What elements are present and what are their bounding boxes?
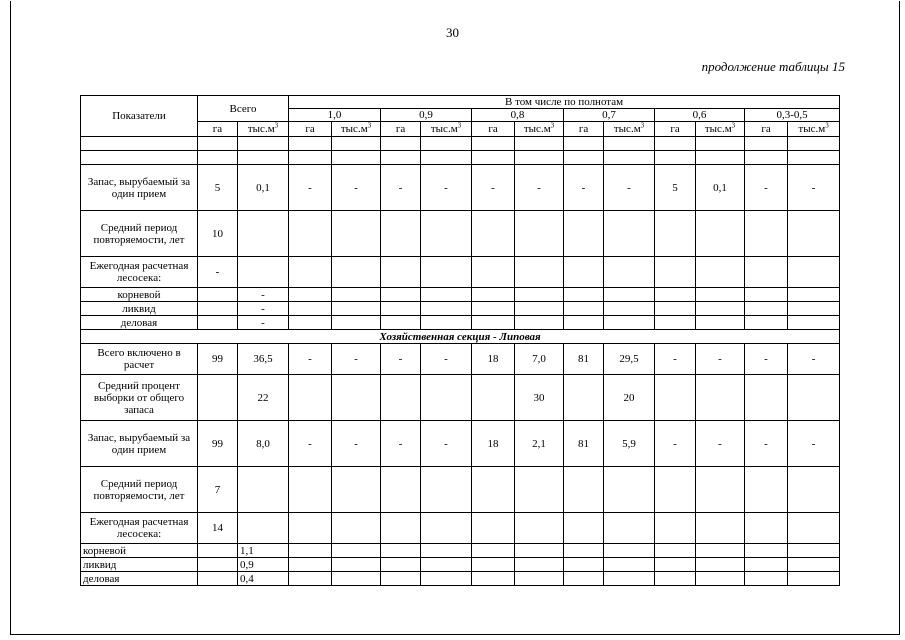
table-cell: 99: [198, 421, 238, 467]
header-density: 0,8: [472, 109, 564, 122]
table-cell: [289, 467, 332, 513]
table-cell: [655, 316, 696, 330]
header-unit-ha: га: [745, 122, 788, 137]
table-cell: [472, 558, 515, 572]
table-cell: 5: [198, 165, 238, 211]
table-cell: [564, 467, 604, 513]
table-cell: 20: [604, 375, 655, 421]
table-cell: [421, 572, 472, 586]
table-cell: [472, 316, 515, 330]
table-cell: [515, 544, 564, 558]
table-cell: [198, 572, 238, 586]
table-cell: [332, 467, 381, 513]
row-label: ликвид: [81, 302, 198, 316]
table-cell: -: [696, 421, 745, 467]
table-cell: [696, 302, 745, 316]
table-cell: [515, 558, 564, 572]
row-label: деловая: [81, 572, 198, 586]
section-row: [81, 330, 840, 344]
table-cell: [198, 544, 238, 558]
table-cell: [604, 572, 655, 586]
table-cell: -: [238, 288, 289, 302]
table-cell: [332, 558, 381, 572]
table-cell: [515, 513, 564, 544]
table-cell: [381, 572, 421, 586]
table-cell: [421, 257, 472, 288]
table-cell: 81: [564, 344, 604, 375]
table-cell: 0,9: [238, 558, 289, 572]
table-cell: -: [421, 344, 472, 375]
table-row: [81, 513, 840, 544]
table-cell: [472, 513, 515, 544]
table-cell: 1,1: [238, 544, 289, 558]
table-cell: [332, 288, 381, 302]
table-cell: [745, 211, 788, 257]
table-cell: [472, 544, 515, 558]
table-cell: [381, 375, 421, 421]
header-unit-ha: га: [381, 122, 421, 137]
table-cell: 30: [515, 375, 564, 421]
table-cell: [604, 467, 655, 513]
table-cell: [564, 288, 604, 302]
table-cell: [655, 257, 696, 288]
header-unit-thous-m3: $тыс.м^3$: [238, 122, 289, 137]
table-cell: [332, 572, 381, 586]
table-cell: 18: [472, 344, 515, 375]
table-cell: [788, 558, 840, 572]
header-unit-ha: га: [564, 122, 604, 137]
table-cell: [515, 302, 564, 316]
row-label: Средний период повторяемости, лет: [81, 211, 198, 257]
table-cell: [564, 211, 604, 257]
table-cell: [696, 558, 745, 572]
table-cell: [745, 302, 788, 316]
table-cell: [472, 572, 515, 586]
table-row: [81, 421, 840, 467]
table-cell: -: [472, 165, 515, 211]
table-cell: 8,0: [238, 421, 289, 467]
table-cell: 36,5: [238, 344, 289, 375]
table-cell: 0,1: [238, 165, 289, 211]
table-cell: [604, 558, 655, 572]
table-row: [81, 211, 840, 257]
table-cell: [332, 257, 381, 288]
table-cell: -: [198, 257, 238, 288]
table-cell: 0,4: [238, 572, 289, 586]
table-row: [81, 544, 840, 558]
row-label: деловая: [81, 316, 198, 330]
table-cell: [421, 316, 472, 330]
table-cell: [472, 211, 515, 257]
header-density: 0,3-0,5: [745, 109, 840, 122]
table-cell: [381, 211, 421, 257]
table-cell: [788, 288, 840, 302]
header-unit-ha: га: [289, 122, 332, 137]
table-cell: [515, 467, 564, 513]
table-cell: 7,0: [515, 344, 564, 375]
table-cell: [515, 288, 564, 302]
table-cell: -: [421, 421, 472, 467]
table-cell: [381, 467, 421, 513]
table-row: [81, 316, 840, 330]
table-cell: [745, 316, 788, 330]
table-cell: [696, 544, 745, 558]
table-cell: -: [745, 165, 788, 211]
row-label: корневой: [81, 544, 198, 558]
table-cell: [696, 211, 745, 257]
table-cell: [238, 513, 289, 544]
row-label: Ежегодная расчетная лесосека:: [81, 513, 198, 544]
table-cell: [515, 572, 564, 586]
table-cell: [564, 558, 604, 572]
table-cell: [564, 375, 604, 421]
table-cell: 0,1: [696, 165, 745, 211]
table-cell: [655, 558, 696, 572]
row-label: Запас, вырубаемый за один прием: [81, 165, 198, 211]
table-cell: 81: [564, 421, 604, 467]
table-cell: [381, 558, 421, 572]
table-cell: [421, 513, 472, 544]
table-cell: [289, 572, 332, 586]
table-cell: [238, 211, 289, 257]
header-unit-thous-m3: $тыс.м^3$: [421, 122, 472, 137]
header-indicators: Показатели: [81, 96, 198, 137]
table-cell: -: [564, 165, 604, 211]
header-unit-thous-m3: $тыс.м^3$: [696, 122, 745, 137]
table-cell: [745, 257, 788, 288]
table-row: [81, 467, 840, 513]
header-including: В том числе по полнотам: [289, 96, 840, 109]
table-cell: [515, 211, 564, 257]
table-cell: 5,9: [604, 421, 655, 467]
table-cell: [289, 375, 332, 421]
table-cell: -: [332, 344, 381, 375]
table-cell: [198, 375, 238, 421]
table-cell: -: [655, 421, 696, 467]
table-cell: -: [332, 421, 381, 467]
header-unit-thous-m3: $тыс.м^3$: [332, 122, 381, 137]
table-cell: -: [788, 165, 840, 211]
table-cell: [198, 302, 238, 316]
header-unit-thous-m3: $тыс.м^3$: [788, 122, 840, 137]
table-cell: 7: [198, 467, 238, 513]
table-cell: [381, 544, 421, 558]
table-cell: [421, 467, 472, 513]
header-density: 0,9: [381, 109, 472, 122]
table-cell: [289, 558, 332, 572]
header-unit-ha: га: [655, 122, 696, 137]
table-cell: -: [696, 344, 745, 375]
table-cell: [472, 467, 515, 513]
table-cell: [421, 288, 472, 302]
table-header: [81, 96, 840, 137]
row-label: Запас, вырубаемый за один прием: [81, 421, 198, 467]
table-cell: [289, 288, 332, 302]
table-cell: [788, 211, 840, 257]
table-cell: [289, 211, 332, 257]
section-title: Хозяйственная секция - Липовая: [81, 330, 840, 344]
table-cell: [332, 375, 381, 421]
table-cell: [289, 302, 332, 316]
table-cell: [515, 257, 564, 288]
table-row: [81, 165, 840, 211]
header-total: Всего: [198, 96, 289, 122]
table-cell: [745, 572, 788, 586]
table-row: [81, 288, 840, 302]
row-label: Ежегодная расчетная лесосека:: [81, 257, 198, 288]
table-cell: [421, 544, 472, 558]
table-cell: [745, 375, 788, 421]
table-cell: [564, 302, 604, 316]
table-cell: [564, 257, 604, 288]
table-cell: [745, 467, 788, 513]
table-cell: [198, 558, 238, 572]
table-cell: [604, 302, 655, 316]
table-cell: -: [381, 421, 421, 467]
table-cell: [472, 375, 515, 421]
table-cell: [788, 467, 840, 513]
data-table: [80, 95, 840, 586]
table-cell: 14: [198, 513, 238, 544]
table-cell: -: [745, 344, 788, 375]
page-number: 30: [446, 25, 459, 40]
table-cell: [655, 375, 696, 421]
table-cell: [332, 302, 381, 316]
table-body: [81, 137, 840, 586]
table-cell: [788, 257, 840, 288]
table-cell: [332, 544, 381, 558]
table-cell: 18: [472, 421, 515, 467]
row-label: ликвид: [81, 558, 198, 572]
row-label: Средний процент выборки от общего запаса: [81, 375, 198, 421]
table-cell: [421, 375, 472, 421]
table-cell: [745, 558, 788, 572]
table-cell: [696, 572, 745, 586]
table-cell: -: [381, 344, 421, 375]
table-cell: [238, 257, 289, 288]
table-cell: [655, 211, 696, 257]
table-cell: [788, 513, 840, 544]
table-cell: [381, 513, 421, 544]
table-cell: -: [788, 421, 840, 467]
table-cell: [655, 544, 696, 558]
table-cell: [289, 513, 332, 544]
table-cell: -: [332, 165, 381, 211]
table-cell: [655, 467, 696, 513]
header-density: 0,7: [564, 109, 655, 122]
table-cell: 2,1: [515, 421, 564, 467]
table-cell: [696, 513, 745, 544]
table-row: [81, 257, 840, 288]
table-cell: -: [289, 421, 332, 467]
row-label: Всего включено в расчет: [81, 344, 198, 375]
table-cell: [604, 316, 655, 330]
table-cell: -: [788, 344, 840, 375]
header-density: 0,6: [655, 109, 745, 122]
table-cell: 22: [238, 375, 289, 421]
header-unit-thous-m3: $тыс.м^3$: [515, 122, 564, 137]
table-cell: [604, 513, 655, 544]
table-cell: [604, 211, 655, 257]
table-row: [81, 375, 840, 421]
table-cell: [745, 544, 788, 558]
header-density: 1,0: [289, 109, 381, 122]
table-cell: [655, 302, 696, 316]
table-cell: 29,5: [604, 344, 655, 375]
table-cell: [472, 288, 515, 302]
table-cell: [289, 316, 332, 330]
table-cell: -: [238, 316, 289, 330]
table-cell: [604, 544, 655, 558]
table-cell: [696, 375, 745, 421]
table-cell: 99: [198, 344, 238, 375]
table-cell: [421, 558, 472, 572]
table-cell: [381, 302, 421, 316]
empty-row: [81, 151, 840, 165]
table-cell: [696, 288, 745, 302]
header-unit-ha: га: [472, 122, 515, 137]
table-cell: [745, 513, 788, 544]
table-cell: -: [289, 165, 332, 211]
table-cell: [696, 257, 745, 288]
table-caption: продолжение таблицы 15: [701, 59, 845, 74]
table-cell: [289, 544, 332, 558]
table-cell: -: [238, 302, 289, 316]
table-row: [81, 572, 840, 586]
table-row: [81, 302, 840, 316]
table-cell: [604, 288, 655, 302]
row-label: Средний период повторяемости, лет: [81, 467, 198, 513]
table-cell: -: [421, 165, 472, 211]
table-cell: [788, 302, 840, 316]
table-cell: -: [604, 165, 655, 211]
table-cell: 10: [198, 211, 238, 257]
table-cell: -: [745, 421, 788, 467]
table-cell: [421, 302, 472, 316]
table-cell: -: [655, 344, 696, 375]
table-cell: [655, 572, 696, 586]
table-cell: [472, 257, 515, 288]
table-cell: [421, 211, 472, 257]
table-cell: -: [289, 344, 332, 375]
table-cell: [238, 467, 289, 513]
table-cell: [332, 316, 381, 330]
table-cell: [332, 211, 381, 257]
table-cell: [696, 467, 745, 513]
table-cell: [788, 375, 840, 421]
table-row: [81, 558, 840, 572]
table-cell: [381, 288, 421, 302]
table-cell: [604, 257, 655, 288]
table-cell: [198, 288, 238, 302]
table-cell: [655, 288, 696, 302]
table-cell: 5: [655, 165, 696, 211]
table-cell: [198, 316, 238, 330]
header-unit-thous-m3: $тыс.м^3$: [604, 122, 655, 137]
table-row: [81, 344, 840, 375]
row-label: корневой: [81, 288, 198, 302]
table-cell: [564, 316, 604, 330]
table-cell: [745, 288, 788, 302]
header-unit-ha: га: [198, 122, 238, 137]
table-cell: [655, 513, 696, 544]
table-cell: [564, 513, 604, 544]
table-cell: [381, 316, 421, 330]
table-cell: [696, 316, 745, 330]
table-cell: [515, 316, 564, 330]
table-cell: [564, 544, 604, 558]
table-cell: -: [381, 165, 421, 211]
table-cell: [381, 257, 421, 288]
table-cell: [564, 572, 604, 586]
table-cell: [289, 257, 332, 288]
table-cell: [472, 302, 515, 316]
empty-row: [81, 137, 840, 151]
table-cell: [788, 316, 840, 330]
table-cell: [788, 544, 840, 558]
table-cell: -: [515, 165, 564, 211]
table-cell: [788, 572, 840, 586]
table-cell: [332, 513, 381, 544]
